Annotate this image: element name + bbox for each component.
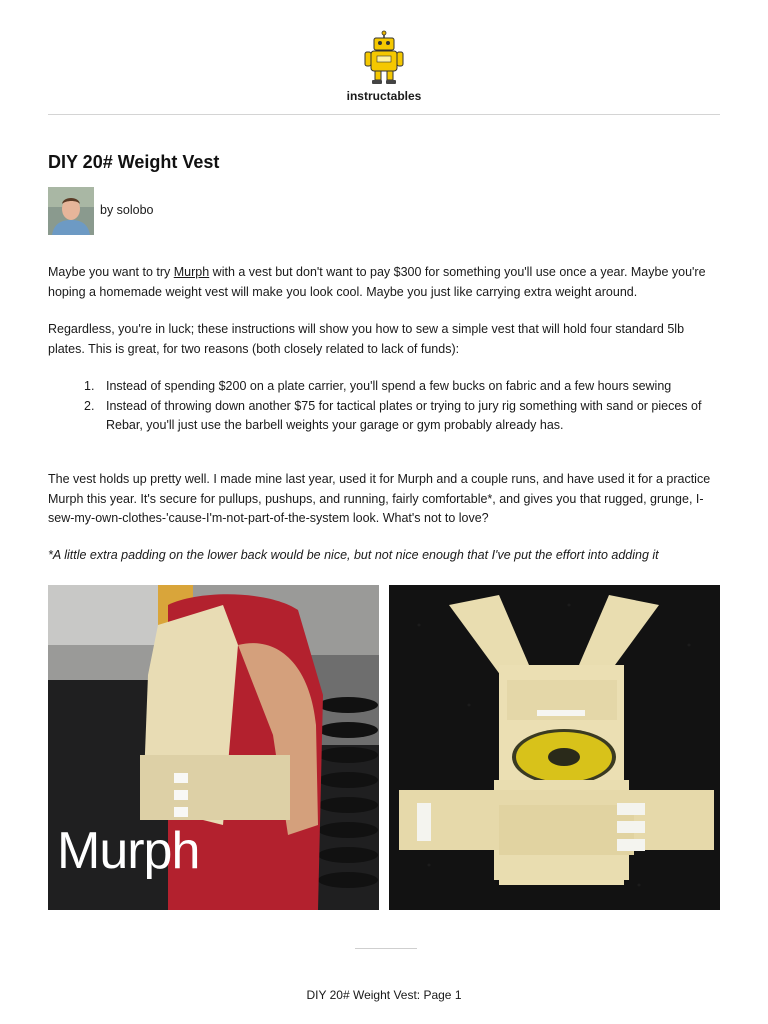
list-number: 2. (84, 398, 95, 413)
header-divider (48, 114, 720, 115)
author-name[interactable]: by solobo (100, 203, 154, 217)
page-number-label: DIY 20# Weight Vest: Page 1 (306, 988, 462, 1002)
intro-paragraph-2: Regardless, you're in luck; these instructions will show you how to sew a simple vest that will hold four standard 5lb plates. This is great, for two reasons (both closely related to lack of funds): (48, 322, 685, 356)
intro-text-end: with a vest but don't want to pay $300 for something you'll use once a year. Maybe you're hoping a homemade weight vest will make you look cool. Maybe you just like carrying extra weight around. (48, 265, 706, 299)
murph-link[interactable]: Murph (173, 265, 210, 279)
list-item-text: Instead of spending $200 on a plate carrier, you'll spend a few bucks on fabric and a few hours sewing (106, 379, 672, 393)
photo-man-wearing-vest[interactable] (48, 585, 379, 910)
list-number: 1. (84, 379, 95, 393)
instructables-robot-logo[interactable] (362, 30, 406, 86)
intro-text-start: Maybe you want to try (48, 265, 174, 279)
list-item-text: Instead of throwing down another $75 for tactical plates or trying to jury rig something with sand or pieces of Rebar, you'll just use the barbell weights your garage or gym probably already has. (106, 398, 702, 432)
site-name[interactable]: instructables (346, 89, 422, 103)
page-title: DIY 20# Weight Vest (48, 152, 220, 172)
body-paragraph-3: The vest holds up pretty well. I made mine last year, used it for Murph and a couple runs, and have used it for a practice Murph this year. It's secure for pullups, pushups, and running, fairly comfortable*, and gives you that rugged, grunge, I-sew-my-own-clothes-'cause-I'm-not-part-of-the-system look. What's not to love? (48, 472, 711, 525)
site-header (0, 30, 768, 103)
footnote: *A little extra padding on the lower back would be nice, but not nice enough that I've put the effort into adding it (48, 548, 659, 562)
photo-overlay-label: Murph (57, 822, 200, 880)
list-item (84, 377, 724, 397)
photo-vest-flat[interactable] (389, 585, 720, 910)
list-item (84, 397, 724, 436)
reasons-list (48, 377, 724, 436)
footer-divider (355, 948, 417, 949)
avatar[interactable] (48, 187, 94, 235)
author-block (48, 187, 154, 235)
intro-paragraph-1 (48, 263, 724, 302)
